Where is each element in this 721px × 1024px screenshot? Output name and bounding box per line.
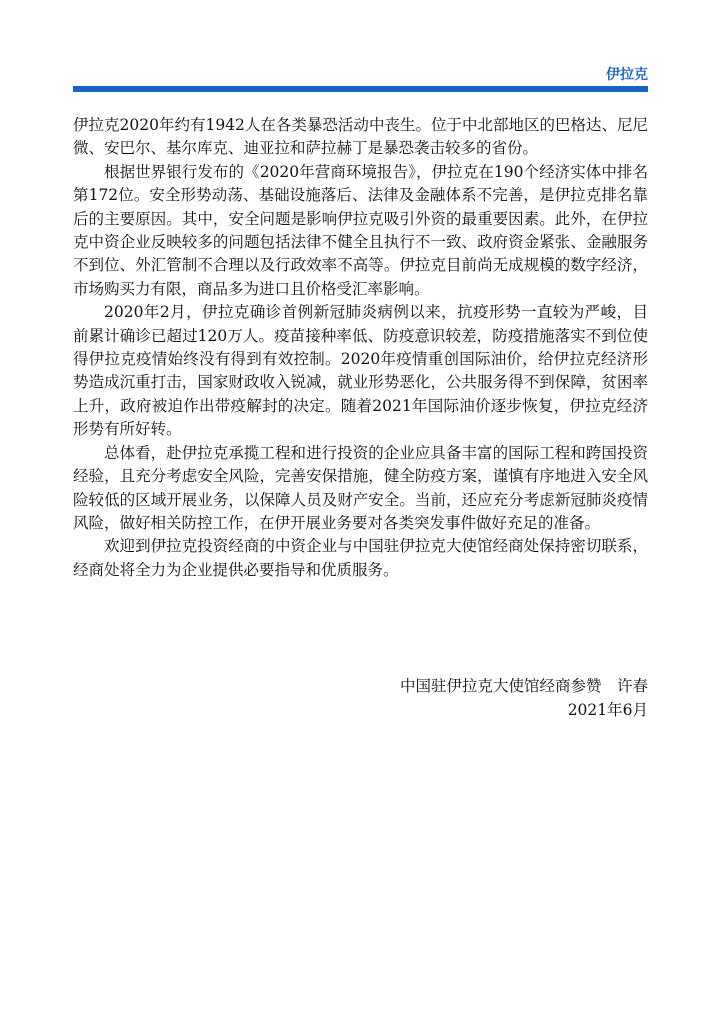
body-text <box>73 114 648 582</box>
page-header <box>73 64 648 84</box>
paragraph: 总体看，赴伊拉克承揽工程和进行投资的企业应具备丰富的国际工程和跨国投资经验，且充分考虑安全风险，完善安保措施，健全防疫方案，谨慎有序地进入安全风险较低的区域开展业务，以保障人员及财产安全。当前，还应充分考虑新冠肺炎疫情风险，做好相关防控工作，在伊开展业务要对各类突发事件做好充足的准备。 <box>73 443 648 532</box>
signature-block <box>400 674 648 722</box>
header-rule <box>73 86 648 92</box>
signature-date: 2021年6月 <box>567 701 648 719</box>
header-title: 伊拉克 <box>606 67 648 83</box>
paragraph: 2020年2月，伊拉克确诊首例新冠肺炎病例以来，抗疫形势一直较为严峻，目前累计确诊已超过120万人。疫苗接种率低、防疫意识较差，防疫措施落实不到位使得伊拉克疫情始终没有得到有效控制。2020年疫情重创国际油价，给伊拉克经济形势造成沉重打击，国家财政收入锐减，就业形势恶化，公共服务得不到保障，贫困率上升，政府被迫作出带疫解封的决定。随着2021年国际油价逐步恢复，伊拉克经济形势有所好转。 <box>73 303 648 439</box>
signature-author: 中国驻伊拉克大使馆经商参赞 许春 <box>399 677 648 695</box>
paragraph: 欢迎到伊拉克投资经商的中资企业与中国驻伊拉克大使馆经商处保持密切联系，经商处将全力为企业提供必要指导和优质服务。 <box>73 537 648 579</box>
paragraph: 根据世界银行发布的《2020年营商环境报告》，伊拉克在190个经济实体中排名第172位。安全形势动荡、基础设施落后、法律及金融体系不完善，是伊拉克排名靠后的主要原因。其中，安全问题是影响伊拉克吸引外资的最重要因素。此外，在伊拉克中资企业反映较多的问题包括法律不健全且执行不一致、政府资金紧张、金融服务不到位、外汇管制不合理以及行政效率不高等。伊拉克目前尚无成规模的数字经济，市场购买力有限，商品多为进口且价格受汇率影响。 <box>73 162 648 298</box>
paragraph: 伊拉克2020年约有1942人在各类暴恐活动中丧生。位于中北部地区的巴格达、尼尼微、安巴尔、基尔库克、迪亚拉和萨拉赫丁是暴恐袭击较多的省份。 <box>73 116 648 158</box>
